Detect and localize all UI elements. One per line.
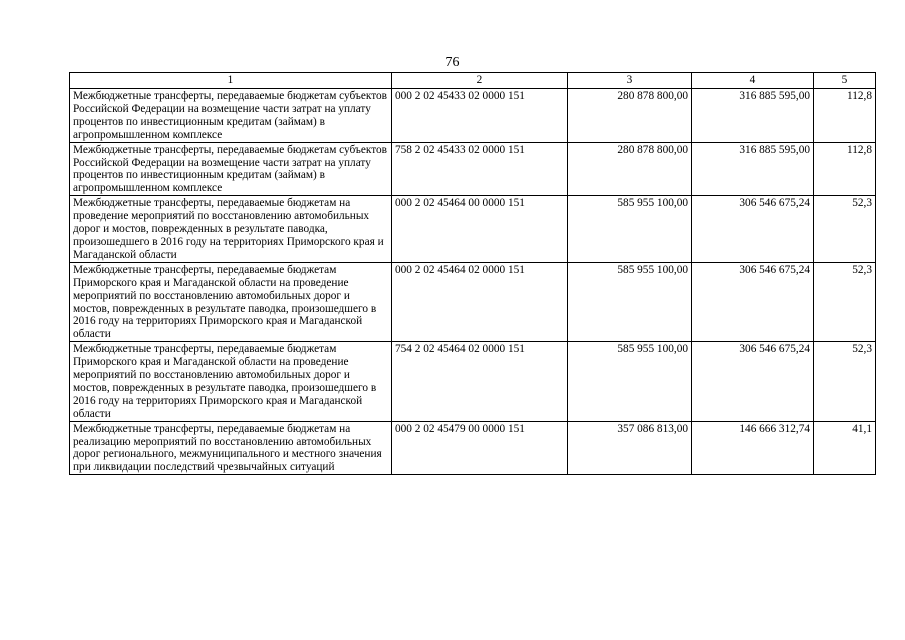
table-row xyxy=(70,142,876,196)
budget-table xyxy=(69,72,876,475)
row-percent-cell: 52,3 xyxy=(814,342,876,421)
column-header-1: 1 xyxy=(70,73,392,89)
row-plan-cell: 585 955 100,00 xyxy=(568,342,692,421)
row-fact-cell: 306 546 675,24 xyxy=(692,262,814,341)
row-percent-cell: 52,3 xyxy=(814,196,876,263)
table-row xyxy=(70,89,876,143)
row-plan-cell: 585 955 100,00 xyxy=(568,196,692,263)
row-plan-cell: 280 878 800,00 xyxy=(568,142,692,196)
row-percent-cell: 112,8 xyxy=(814,89,876,143)
row-fact-cell: 306 546 675,24 xyxy=(692,196,814,263)
column-header-2: 2 xyxy=(392,73,568,89)
row-name-cell: Межбюджетные трансферты, передаваемые бюджетам на проведение мероприятий по восстановлению автомобильных дорог и мостов, поврежденных в результате паводка, произошедшего в 2016 году на территориях Приморского края и Магаданской области xyxy=(70,196,392,263)
row-percent-cell: 52,3 xyxy=(814,262,876,341)
table-row xyxy=(70,196,876,263)
row-plan-cell: 280 878 800,00 xyxy=(568,89,692,143)
row-code-cell: 000 2 02 45464 00 0000 151 xyxy=(392,196,568,263)
page-number: 76 xyxy=(445,55,460,70)
column-header-4: 4 xyxy=(692,73,814,89)
row-name-cell: Межбюджетные трансферты, передаваемые бюджетам субъектов Российской Федерации на возмещение части затрат на уплату процентов по инвестиционным кредитам (займам) в агропромышленном комплексе xyxy=(70,89,392,143)
row-percent-cell: 41,1 xyxy=(814,421,876,475)
table-row xyxy=(70,421,876,475)
row-plan-cell: 357 086 813,00 xyxy=(568,421,692,475)
row-name-cell: Межбюджетные трансферты, передаваемые бюджетам Приморского края и Магаданской области на проведение мероприятий по восстановлению автомобильных дорог и мостов, поврежденных в результате паводка, произошедшего в 2016 году на территориях Приморского края и Магаданской области xyxy=(70,342,392,421)
row-fact-cell: 316 885 595,00 xyxy=(692,89,814,143)
row-name-cell: Межбюджетные трансферты, передаваемые бюджетам Приморского края и Магаданской области на проведение мероприятий по восстановлению автомобильных дорог и мостов, поврежденных в результате паводка, произошедшего в 2016 году на территориях Приморского края и Магаданской области xyxy=(70,262,392,341)
table-header-row xyxy=(70,73,876,89)
column-header-3: 3 xyxy=(568,73,692,89)
row-fact-cell: 146 666 312,74 xyxy=(692,421,814,475)
row-plan-cell: 585 955 100,00 xyxy=(568,262,692,341)
row-code-cell: 000 2 02 45433 02 0000 151 xyxy=(392,89,568,143)
row-code-cell: 000 2 02 45464 02 0000 151 xyxy=(392,262,568,341)
table-row xyxy=(70,342,876,421)
row-name-cell: Межбюджетные трансферты, передаваемые бюджетам на реализацию мероприятий по восстановлению автомобильных дорог регионального, межмуниципального и местного значения при ликвидации последствий чрезвычайных ситуаций xyxy=(70,421,392,475)
row-code-cell: 000 2 02 45479 00 0000 151 xyxy=(392,421,568,475)
column-header-5: 5 xyxy=(814,73,876,89)
row-name-cell: Межбюджетные трансферты, передаваемые бюджетам субъектов Российской Федерации на возмещение части затрат на уплату процентов по инвестиционным кредитам (займам) в агропромышленном комплексе xyxy=(70,142,392,196)
row-fact-cell: 306 546 675,24 xyxy=(692,342,814,421)
table-row xyxy=(70,262,876,341)
row-code-cell: 754 2 02 45464 02 0000 151 xyxy=(392,342,568,421)
row-code-cell: 758 2 02 45433 02 0000 151 xyxy=(392,142,568,196)
row-percent-cell: 112,8 xyxy=(814,142,876,196)
row-fact-cell: 316 885 595,00 xyxy=(692,142,814,196)
